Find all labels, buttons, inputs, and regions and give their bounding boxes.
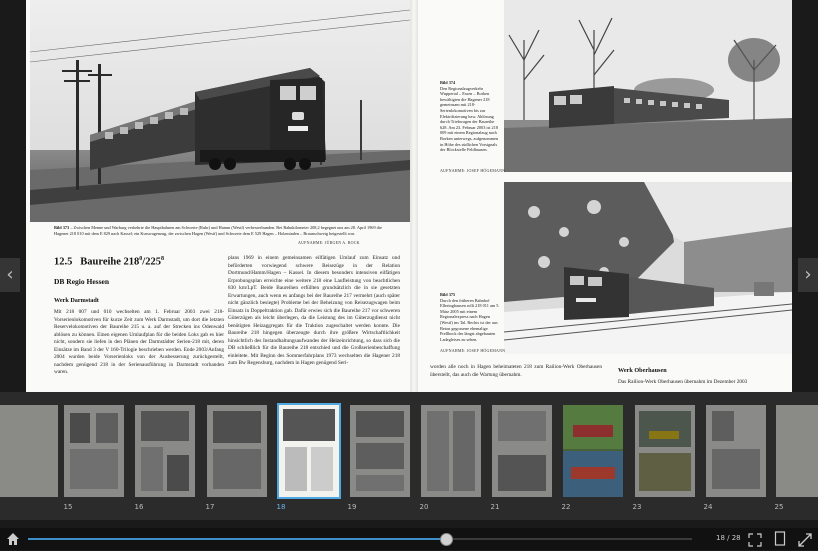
subheading-werk-darmstadt: Werk Darmstadt xyxy=(54,297,99,304)
subheading-db-regio: DB Regio Hessen xyxy=(54,277,109,286)
body-text-2: plans 1969 in einem gemeinsamen eilfätigen Umlauf zum Einsatz und beförderten vorwiegend schwere Reisezüge in der Relation Dortmund/Hamm/Hagen – Kassel. In diesem besonders intensiven eilfätigen Erprobungsplan erreichte eine weitere 218 eine Laufleistung von beachtlichen 830 km/LpT. Beide Baureihen erfüllten grundsätzlich die in sie gesetzten Erwartungen, auch wenn es anfangs bei der Baureihe 217 vermehrt (auch später nicht gänzlich besiegte) Probleme bei der Beheizung von Reisezugwagen beim Einsatz in Doppeltraktion gab. Dafür erwies sich die Baureihe 217 vor schweren Güterzügen als leicht überlegen, da die Leistung des im Güterzugdienst nicht benötigten Heizaggregats für die Traktion zugeschaltet werden konnte. Die Baureihe 218 hingegen überzeugte durch ihre größere Wirtschaftlichkeit hinsichtlich des Instandhaltungsaufwandes der Heizeinrichtung, so dass sich die DB schließlich für die Baureihe 218 entschied und die Großserienbeschaffung einleitete. Mit Beginn des Sommerfahrplans 1973 wechselten die Hagener 218 zum Bw Regensburg, nachdem in Hagen genügend Seri- xyxy=(228,255,400,366)
photo-caption-373 xyxy=(54,225,394,236)
thumb-label-23: 23 xyxy=(632,503,642,511)
thumbnail-15[interactable] xyxy=(0,405,58,497)
thumb-label-18: 18 xyxy=(276,503,286,511)
photo-winter-train-218-011 xyxy=(504,182,792,354)
section-heading xyxy=(54,256,164,268)
subheading-werk-oberhausen: Werk Oberhausen xyxy=(618,367,667,374)
thumb-label-16: 16 xyxy=(134,503,144,511)
thumb-label-17: 17 xyxy=(205,503,215,511)
thumb-label-22: 22 xyxy=(561,503,571,511)
prev-page-button[interactable]: ‹ xyxy=(0,258,20,292)
thumbnail-19[interactable] xyxy=(350,405,410,497)
thumb-label-21: 21 xyxy=(490,503,500,511)
page-counter: 18 / 28 xyxy=(716,534,741,542)
body-column-2 xyxy=(228,255,400,392)
thumbnail-25[interactable] xyxy=(776,405,818,497)
photo-credit-373: AUFNAHME: JÜRGEN A. BOCK xyxy=(298,240,360,245)
next-page-button[interactable]: › xyxy=(798,258,818,292)
thumbnail-23[interactable] xyxy=(635,405,695,497)
thumb-label-19: 19 xyxy=(347,503,357,511)
book-spread xyxy=(26,0,792,392)
body-text-3: worden alle noch in Hagen beheimateten 218 zum Railion-Werk Oberhausen überstellt, das auch die Wartung übernahm. xyxy=(430,364,602,378)
page-gutter xyxy=(410,0,418,392)
section-title-mid: /225 xyxy=(142,256,161,268)
body-column-1 xyxy=(54,309,224,392)
thumbnail-16[interactable] xyxy=(64,405,124,497)
body-text-1: Mit 218 007 und 010 wechselten am 1. Februar 2003 zwei 218-Vorserienlokomotiven für kurze Zeit zum Werk Darmstadt, um dort die letzten Reservelokomotiven der Baureihe 215 u. a. auf der Strecken ins Odenwald ablösen zu können. Einen eigenen Umlaufplan für die beiden Loks gab es hier nicht, sondern sie liefen in den Plänen der Darmstädter Serien-218 mit, deren Einsätze im Band 3 der V 160-Trilogie beschrieben werden. Ende 2003/Anfang 2004 wurden beide Vorserienloks von der Ausbesserung zurückgestellt, nachdem genügend 218 in der Serienausführung in Darmstadt vorhanden waren. xyxy=(54,309,224,375)
body-column-3 xyxy=(430,364,602,379)
caption-number: Bild 374 xyxy=(440,80,456,85)
body-text-4: Das Railion-Werk Oberhausen übernahm im Dezember 2003 xyxy=(618,379,748,385)
photo-credit-374: AUFNAHME: JOSEF HÖGEMANN xyxy=(440,168,506,173)
photo-regional-train-218-009 xyxy=(504,0,792,172)
section-number: 12.5 xyxy=(54,256,73,268)
thumbnail-22[interactable] xyxy=(563,405,623,497)
caption-text: – Zwischen Menne und Warburg verkehrte die Hauptbahnen am Schwerte (Ruhr) und Hamm (Westf) verbesserbunden. Bei Bahnkilometer 208,2 begegnet uns am 28. April 1969 die Hagener 218 010 mit dem E 829 nach Kassel; ein Kurswagenzug, der zwischen Hagen (Westf) und Schwerte dem E 529 Hagen – Holzminden – Braunschweig beigestellt war. xyxy=(54,225,382,236)
photo-caption-375 xyxy=(440,292,500,342)
fullscreen-icon[interactable] xyxy=(798,532,812,546)
photo-caption-374 xyxy=(440,80,500,153)
thumbnail-17[interactable] xyxy=(135,405,195,497)
caption-text: Den Regionalzugverkehr Wuppertal – Essen – Borken bewältigten die Hagener 218 gemeinsam mit 218-Serienlokomotiven bis zur Elektrifizierung bzw. Ablösung durch Triebwagen der Baureihe 628. Am 23. Februar 2003 ist 218 009 mit einem Regionalzug nach Borken unterwegs, aufgenommen in Höhe des südlichen Vorsignals der Blockstelle Feldhausen. xyxy=(440,85,499,153)
home-icon[interactable] xyxy=(6,531,20,545)
caption-number: Bild 373 xyxy=(54,225,70,230)
thumbnail-20[interactable] xyxy=(421,405,481,497)
fit-page-icon[interactable] xyxy=(748,532,762,546)
section-sup-a: 0 xyxy=(139,256,143,262)
thumbnail-17b[interactable] xyxy=(207,405,267,497)
section-title: Baureihe 218 xyxy=(80,256,140,268)
section-sup-b: 8 xyxy=(160,256,164,262)
body-column-4 xyxy=(618,379,792,387)
thumb-label-20: 20 xyxy=(419,503,429,511)
thumbnail-21[interactable] xyxy=(492,405,552,497)
thumbnail-18-active[interactable] xyxy=(279,405,339,497)
caption-text: Durch den früheren Bahnhof Elleringhausen rollt 218 011 am 5. März 2005 mit einem Regionalexpress nach Hagen (Westf) ins Tal. Rechts ist der aus Beton gegossene ehemalige Prellbock des längst abgebauten Ladegleises zu sehen. xyxy=(440,297,500,342)
thumb-label-15: 15 xyxy=(63,503,73,511)
thumbnail-24[interactable] xyxy=(706,405,766,497)
photo-credit-375: AUFNAHME: JOSEF HÖGEMANN xyxy=(440,348,506,353)
thumb-label-25: 25 xyxy=(774,503,784,511)
caption-number: Bild 375 xyxy=(440,292,456,297)
single-page-icon[interactable] xyxy=(774,531,786,546)
page-slider-fill xyxy=(28,538,446,540)
thumb-label-24: 24 xyxy=(703,503,713,511)
photo-locomotive-218-010 xyxy=(30,0,410,222)
